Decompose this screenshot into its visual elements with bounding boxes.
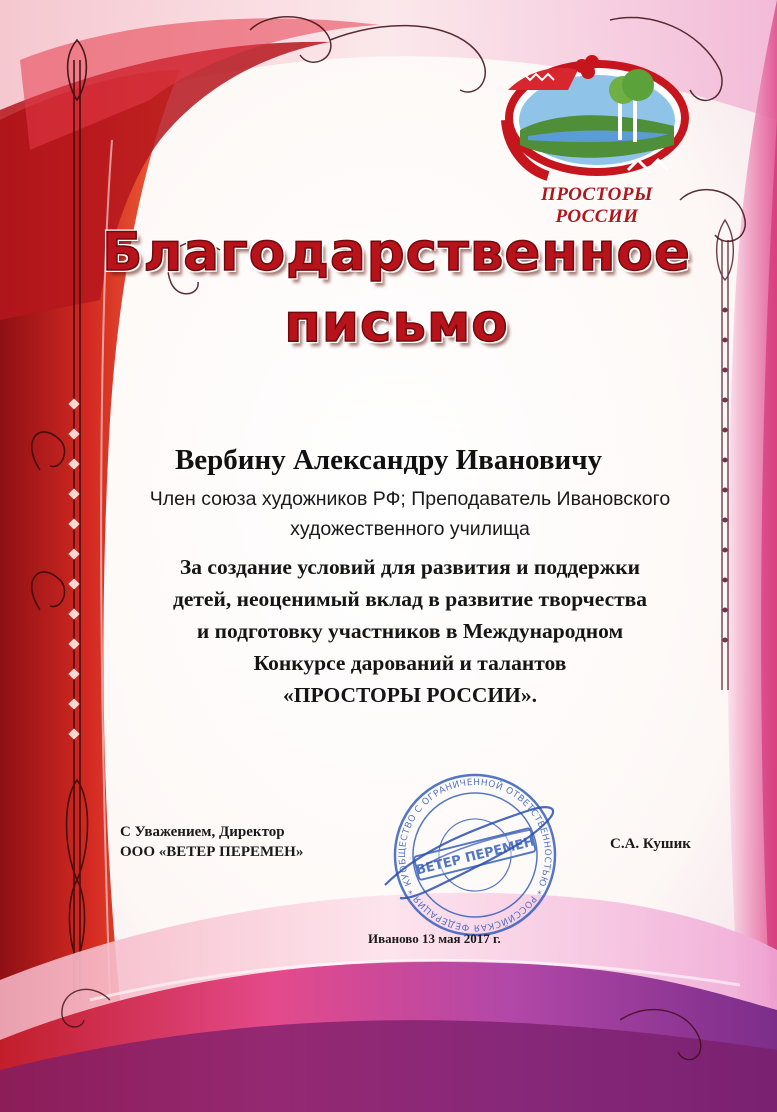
reason-line-3: и подготовку участников в Международном [196,619,624,643]
reason-line-2: детей, неоценимый вклад в развитие творчества [172,587,648,611]
stamp-center-text: ВЕТЕР ПЕРЕМЕН [414,834,537,879]
position-line-2: художественного училища [290,518,530,540]
signature-organization: ООО «ВЕТЕР ПЕРЕМЕН» [120,844,304,860]
stamp-outer-text: ОБЩЕСТВО С ОГРАНИЧЕННОЙ ОТВЕТСТВЕННОСТЬЮ * РОССИЙСКАЯ ФЕДЕРАЦИЯ * КУРСК [397,777,553,933]
logo-wordmark: ПРОСТОРЫ РОССИИ [541,184,653,227]
issue-date: Иваново 13 мая 2017 г. [368,931,501,946]
recipient-position [100,484,720,544]
reason-line-4: Конкурсе дарований и талантов [253,651,567,675]
handwritten-signature [380,790,560,930]
signature-greeting: С Уважением, Директор [120,824,285,840]
document-title-line-1: Благодарственное [102,222,691,283]
signature-block [120,822,303,862]
position-line-1: Член союза художников РФ; Преподаватель Ивановского [149,488,671,510]
reason-line-1: За создание условий для развития и поддержки [179,555,641,579]
reason-line-5: «ПРОСТОРЫ РОССИИ». [282,683,537,707]
recipient-name: Вербину Александру Ивановичу [174,444,603,476]
document-title-line-2: письмо [284,293,509,354]
appreciation-reason [120,551,700,711]
signer-name: С.А. Кушик [610,836,691,852]
